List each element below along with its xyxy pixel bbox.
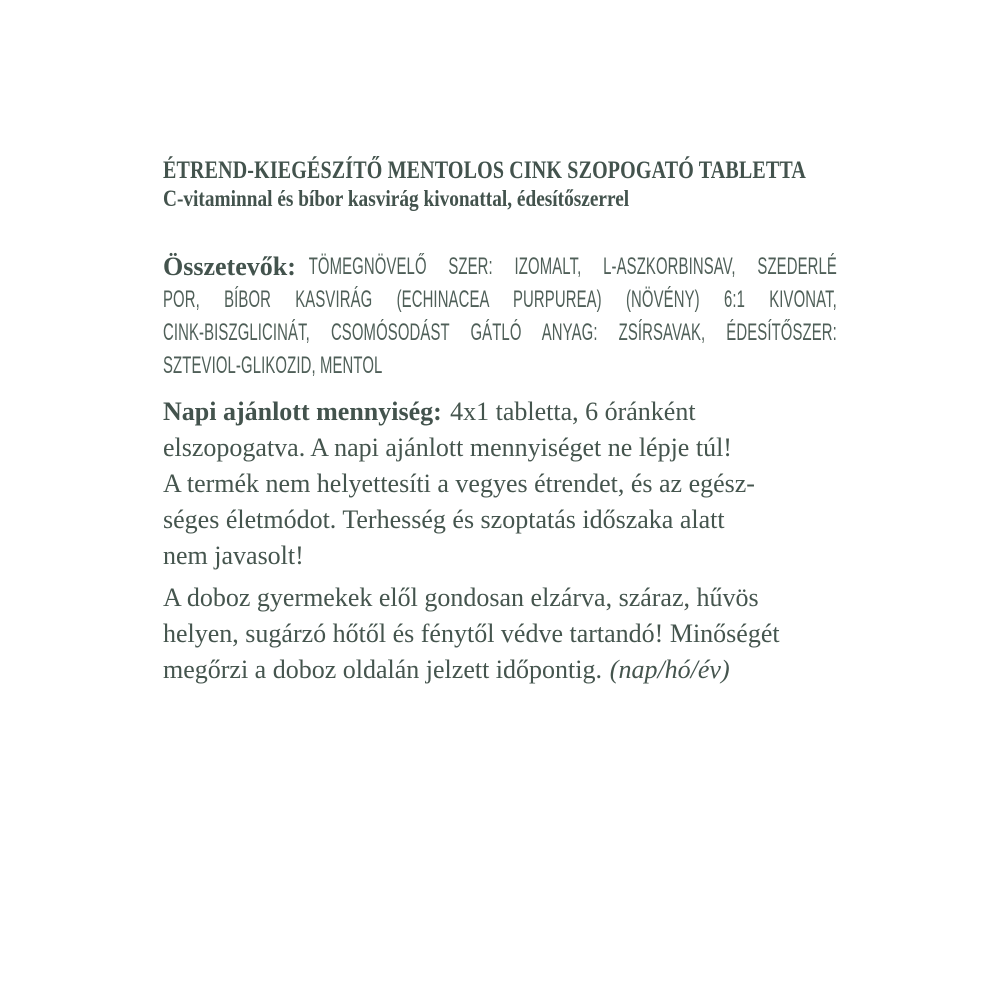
product-title: ÉTREND-KIEGÉSZÍTŐ MENTOLOS CINK SZOPOGATÓ TABLETTA — [163, 157, 806, 184]
product-subtitle: C-vitaminnal és bíbor kasvirág kivonattal, édesítőszerrel — [163, 186, 630, 211]
dosage-line: elszopogatva. A napi ajánlott mennyiséget ne lépje túl! — [163, 433, 732, 462]
storage-line — [163, 652, 837, 688]
dosage-line: nem javasolt! — [163, 541, 304, 570]
dosage-line: séges életmódot. Terhesség és szoptatás időszaka alatt — [163, 505, 725, 534]
dosage-paragraph — [163, 394, 837, 574]
ingredients-line: CINK-BISZGLICINÁT, CSOMÓSODÁST GÁTLÓ ANYAG: ZSÍRSAVAK, ÉDESÍTŐSZER: — [163, 319, 837, 346]
ingredients-lead: Összetevők: — [163, 252, 296, 281]
date-format-note: (nap/hó/év) — [609, 655, 730, 684]
dosage-line: A termék nem helyettesíti a vegyes étrendet, és az egész- — [163, 469, 755, 498]
storage-line: helyen, sugárzó hőtől és fénytől védve tartandó! Minőségét — [163, 619, 780, 648]
storage-line: A doboz gyermekek elől gondosan elzárva, száraz, hűvös — [163, 583, 759, 612]
ingredients-line: SZTEVIOL-GLIKOZID, MENTOL — [163, 352, 383, 379]
dosage-line — [163, 394, 837, 430]
dosage-lead: Napi ajánlott mennyiség: — [163, 397, 442, 426]
ingredients-line: POR, BÍBOR KASVIRÁG (ECHINACEA PURPUREA) (NÖVÉNY) 6:1 KIVONAT, — [163, 286, 837, 313]
product-label — [163, 157, 837, 688]
dosage-first-line-text: 4x1 tabletta, 6 óránként — [450, 397, 696, 426]
storage-last-line-text: megőrzi a doboz oldalán jelzett időpontig. — [163, 655, 602, 684]
ingredients-line: TÖMEGNÖVELŐ SZER: IZOMALT, L-ASZKORBINSAV, SZEDERLÉ — [308, 253, 837, 280]
ingredients-paragraph — [163, 250, 837, 382]
storage-paragraph — [163, 580, 837, 688]
